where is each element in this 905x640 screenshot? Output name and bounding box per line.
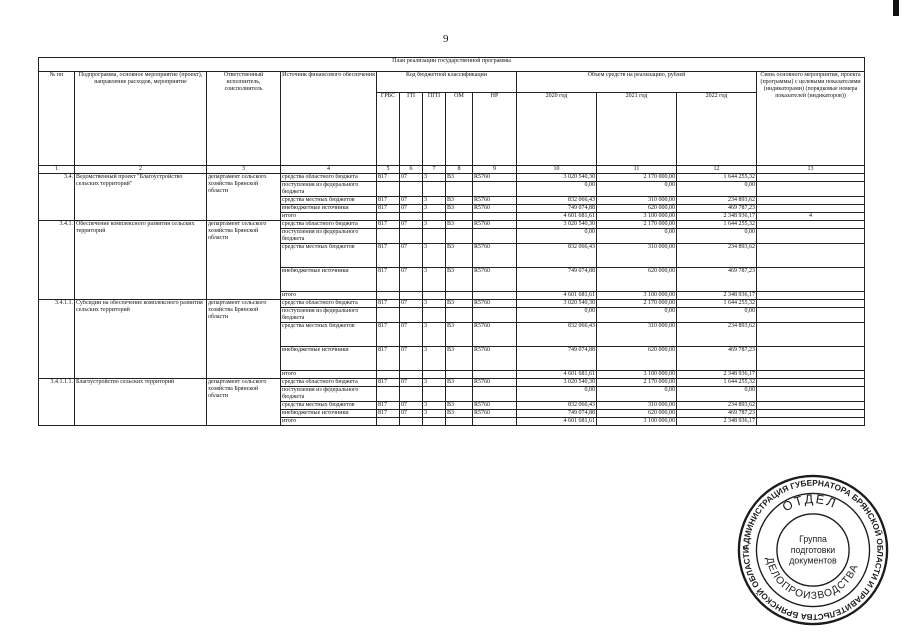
amount-2022: 469 787,23 (677, 410, 757, 418)
funding-source: внебюджетные источники (281, 347, 377, 371)
code-om (446, 292, 473, 300)
amount-2022: 1 644 255,32 (677, 174, 757, 182)
code-grbs (377, 182, 400, 197)
code-np: R5760 (473, 300, 517, 308)
code-gp: 07 (400, 410, 423, 418)
code-om: В3 (446, 323, 473, 347)
code-np (473, 229, 517, 244)
amount-2021: 3 100 000,00 (597, 213, 677, 221)
header-om: ОМ (446, 93, 473, 166)
code-np: R5760 (473, 410, 517, 418)
code-grbs: 817 (377, 197, 400, 205)
funding-source: внебюджетные источники (281, 410, 377, 418)
amount-2021: 2 170 000,00 (597, 379, 677, 387)
col-number: 9 (473, 166, 517, 174)
code-np: R5760 (473, 347, 517, 371)
amount-2020: 4 601 681,61 (517, 292, 597, 300)
amount-2021: 3 100 000,00 (597, 292, 677, 300)
code-np (473, 182, 517, 197)
code-gp (400, 387, 423, 402)
code-gp: 07 (400, 323, 423, 347)
amount-2021: 2 170 000,00 (597, 174, 677, 182)
amount-2020: 749 074,88 (517, 268, 597, 292)
code-grbs: 817 (377, 379, 400, 387)
indicator-link (757, 308, 865, 323)
amount-2020: 3 020 540,30 (517, 300, 597, 308)
amount-2021: 0,00 (597, 387, 677, 402)
stamp-bottom-word: ДЕЛОПРОИЗВОДСТВА (763, 556, 861, 602)
code-pgp (423, 229, 446, 244)
col-number: 6 (400, 166, 423, 174)
code-om (446, 308, 473, 323)
code-pgp: 3 (423, 379, 446, 387)
code-np: R5760 (473, 379, 517, 387)
amount-2020: 0,00 (517, 387, 597, 402)
executor: департамент сельского хозяйства Брянской области (207, 300, 281, 379)
header-sources: Источник финансового обеспечения (281, 72, 377, 166)
indicator-link (757, 292, 865, 300)
amount-2021: 3 100 000,00 (597, 371, 677, 379)
header-link: Связь основного мероприятия, проекта (программы) с целевыми показателями (индикаторами) (порядковые номера показателей (индикаторов)) (757, 72, 865, 166)
funding-source: итого (281, 213, 377, 221)
amount-2021: 2 170 000,00 (597, 300, 677, 308)
code-pgp: 3 (423, 410, 446, 418)
amount-2020: 749 074,88 (517, 347, 597, 371)
page-number: 9 (443, 33, 449, 45)
code-np: R5760 (473, 174, 517, 182)
amount-2022: 2 348 936,17 (677, 418, 757, 426)
funding-source: поступления из федерального бюджета (281, 182, 377, 197)
amount-2022: 0,00 (677, 387, 757, 402)
code-pgp: 3 (423, 323, 446, 347)
code-grbs: 817 (377, 323, 400, 347)
indicator-link (757, 182, 865, 197)
amount-2022: 0,00 (677, 308, 757, 323)
code-om (446, 229, 473, 244)
code-pgp (423, 308, 446, 323)
funding-source: средства местных бюджетов (281, 244, 377, 268)
amount-2021: 310 000,00 (597, 197, 677, 205)
header-executor: Ответственный исполнитель, соисполнитель (207, 72, 281, 166)
code-np: R5760 (473, 323, 517, 347)
amount-2021: 310 000,00 (597, 323, 677, 347)
amount-2020: 4 601 681,61 (517, 418, 597, 426)
amount-2020: 4 601 681,61 (517, 213, 597, 221)
indicator-link (757, 197, 865, 205)
code-np (473, 308, 517, 323)
plan-table (38, 57, 865, 426)
col-number: 10 (517, 166, 597, 174)
header-pgp: ПГП (423, 93, 446, 166)
funding-source: итого (281, 418, 377, 426)
executor: департамент сельского хозяйства Брянской области (207, 379, 281, 426)
amount-2020: 4 601 681,61 (517, 371, 597, 379)
col-number: 8 (446, 166, 473, 174)
code-om: В3 (446, 244, 473, 268)
row-number: 3.4.1. (39, 221, 75, 300)
funding-source: средства областного бюджета (281, 174, 377, 182)
amount-2021: 3 100 000,00 (597, 418, 677, 426)
indicator-link (757, 268, 865, 292)
code-pgp: 3 (423, 402, 446, 410)
header-grbs: ГРБС (377, 93, 400, 166)
code-pgp: 3 (423, 221, 446, 229)
code-gp: 07 (400, 174, 423, 182)
amount-2022: 1 644 255,32 (677, 379, 757, 387)
col-number: 1 (39, 166, 75, 174)
code-pgp: 3 (423, 268, 446, 292)
amount-2022: 1 644 255,32 (677, 221, 757, 229)
indicator-link (757, 402, 865, 410)
amount-2020: 0,00 (517, 182, 597, 197)
code-gp: 07 (400, 347, 423, 371)
col-number: 11 (597, 166, 677, 174)
indicator-link (757, 229, 865, 244)
code-grbs (377, 292, 400, 300)
code-om (446, 418, 473, 426)
code-om: В3 (446, 174, 473, 182)
code-gp: 07 (400, 268, 423, 292)
code-pgp (423, 371, 446, 379)
indicator-link (757, 387, 865, 402)
funding-source: средства областного бюджета (281, 221, 377, 229)
code-pgp: 3 (423, 205, 446, 213)
funding-source: поступления из федерального бюджета (281, 387, 377, 402)
amount-2022: 2 348 936,17 (677, 371, 757, 379)
amount-2020: 832 066,43 (517, 244, 597, 268)
stamp-top-word: ОТДЕЛ (780, 491, 840, 515)
col-number: 12 (677, 166, 757, 174)
col-number: 7 (423, 166, 446, 174)
amount-2020: 3 020 540,30 (517, 379, 597, 387)
code-om: В3 (446, 268, 473, 292)
code-gp (400, 182, 423, 197)
code-gp: 07 (400, 221, 423, 229)
code-pgp (423, 418, 446, 426)
amount-2022: 0,00 (677, 229, 757, 244)
header-2022: 2022 год (677, 93, 757, 166)
code-grbs (377, 387, 400, 402)
col-number: 4 (281, 166, 377, 174)
row-number: 3.4.1.1.1. (39, 379, 75, 426)
amount-2021: 620 000,00 (597, 205, 677, 213)
table-title: План реализации государственной программы (39, 58, 865, 72)
activity-name: Благоустройство сельских территорий (75, 379, 207, 426)
code-grbs: 817 (377, 300, 400, 308)
amount-2022: 2 348 936,17 (677, 292, 757, 300)
funding-source: средства областного бюджета (281, 379, 377, 387)
indicator-link (757, 205, 865, 213)
code-om (446, 213, 473, 221)
indicator-link (757, 379, 865, 387)
code-grbs: 817 (377, 410, 400, 418)
code-pgp: 3 (423, 197, 446, 205)
amount-2020: 749 074,88 (517, 410, 597, 418)
amount-2021: 2 170 000,00 (597, 221, 677, 229)
code-np (473, 387, 517, 402)
header-subprogram: Подпрограмма, основное мероприятие (проект), направление расходов, мероприятие (75, 72, 207, 166)
funding-source: средства местных бюджетов (281, 323, 377, 347)
col-number: 3 (207, 166, 281, 174)
code-pgp: 3 (423, 300, 446, 308)
code-om: В3 (446, 197, 473, 205)
activity-name: Обеспечение комплексного развития сельских территорий (75, 221, 207, 300)
executor: департамент сельского хозяйства Брянской области (207, 221, 281, 300)
funding-source: итого (281, 292, 377, 300)
funding-source: внебюджетные источники (281, 205, 377, 213)
amount-2022: 234 893,62 (677, 244, 757, 268)
code-om (446, 182, 473, 197)
funding-source: поступления из федерального бюджета (281, 308, 377, 323)
amount-2022: 2 348 936,17 (677, 213, 757, 221)
indicator-link (757, 418, 865, 426)
code-om: В3 (446, 300, 473, 308)
table-row (39, 300, 865, 308)
amount-2022: 469 787,23 (677, 205, 757, 213)
amount-2021: 620 000,00 (597, 268, 677, 292)
indicator-link (757, 323, 865, 347)
amount-2021: 620 000,00 (597, 347, 677, 371)
amount-2021: 0,00 (597, 229, 677, 244)
amount-2021: 0,00 (597, 308, 677, 323)
code-gp (400, 371, 423, 379)
stamp-ring-text: АДМИНИСТРАЦИЯ ГУБЕРНАТОРА БРЯНСКОЙ ОБЛАСТИ И ПРАВИТЕЛЬСТВА БРЯНСКОЙ ОБЛАСТИ (741, 478, 885, 622)
code-np: R5760 (473, 268, 517, 292)
code-np (473, 213, 517, 221)
header-volume: Объем средств на реализацию, рублей (517, 72, 757, 93)
header-budget-code: Код бюджетной классификации (377, 72, 517, 93)
indicator-link: 4 (757, 213, 865, 221)
code-pgp: 3 (423, 347, 446, 371)
code-np (473, 418, 517, 426)
corner-mark (893, 0, 899, 16)
stamp-line-1: Группа (799, 534, 827, 545)
code-grbs (377, 371, 400, 379)
code-grbs (377, 418, 400, 426)
stamp-line-2: подготовки (790, 544, 836, 555)
stamp-line-3: документов (789, 555, 837, 566)
code-gp: 07 (400, 402, 423, 410)
amount-2022: 234 893,62 (677, 402, 757, 410)
code-grbs: 817 (377, 402, 400, 410)
code-np: R5760 (473, 221, 517, 229)
code-gp: 07 (400, 205, 423, 213)
funding-source: средства местных бюджетов (281, 197, 377, 205)
funding-source: средства областного бюджета (281, 300, 377, 308)
col-number: 2 (75, 166, 207, 174)
code-om: В3 (446, 410, 473, 418)
row-number: 3.4.1.1. (39, 300, 75, 379)
code-om: В3 (446, 205, 473, 213)
code-pgp: 3 (423, 174, 446, 182)
table-row (39, 379, 865, 387)
amount-2020: 0,00 (517, 229, 597, 244)
code-gp (400, 213, 423, 221)
funding-source: поступления из федерального бюджета (281, 229, 377, 244)
header-num: № пп (39, 72, 75, 166)
code-np (473, 371, 517, 379)
indicator-link (757, 174, 865, 182)
code-pgp (423, 182, 446, 197)
code-grbs: 817 (377, 347, 400, 371)
code-gp (400, 308, 423, 323)
indicator-link (757, 371, 865, 379)
office-stamp (735, 472, 891, 628)
code-gp: 07 (400, 379, 423, 387)
amount-2022: 1 644 255,32 (677, 300, 757, 308)
code-om (446, 387, 473, 402)
activity-name: Субсидии на обеспечение комплексного развития сельских территорий (75, 300, 207, 379)
funding-source: внебюджетные источники (281, 268, 377, 292)
code-om: В3 (446, 402, 473, 410)
amount-2021: 310 000,00 (597, 402, 677, 410)
amount-2022: 469 787,23 (677, 268, 757, 292)
amount-2020: 3 020 540,30 (517, 221, 597, 229)
code-om: В3 (446, 221, 473, 229)
amount-2022: 234 893,62 (677, 323, 757, 347)
amount-2020: 0,00 (517, 308, 597, 323)
indicator-link (757, 221, 865, 229)
code-gp (400, 229, 423, 244)
col-number: 5 (377, 166, 400, 174)
amount-2022: 469 787,23 (677, 347, 757, 371)
amount-2020: 3 020 540,30 (517, 174, 597, 182)
code-grbs: 817 (377, 268, 400, 292)
code-grbs: 817 (377, 174, 400, 182)
code-pgp (423, 387, 446, 402)
code-om: В3 (446, 347, 473, 371)
header-gp: ГП (400, 93, 423, 166)
indicator-link (757, 300, 865, 308)
code-gp: 07 (400, 244, 423, 268)
code-pgp (423, 292, 446, 300)
amount-2021: 620 000,00 (597, 410, 677, 418)
code-np (473, 292, 517, 300)
code-gp: 07 (400, 300, 423, 308)
amount-2020: 749 074,88 (517, 205, 597, 213)
activity-name: Ведомственный проект "Благоустройство сельских территорий" (75, 174, 207, 221)
indicator-link (757, 244, 865, 268)
funding-source: средства местных бюджетов (281, 402, 377, 410)
row-number: 3.4. (39, 174, 75, 221)
code-np: R5760 (473, 402, 517, 410)
indicator-link (757, 347, 865, 371)
code-pgp: 3 (423, 244, 446, 268)
code-grbs: 817 (377, 221, 400, 229)
amount-2021: 0,00 (597, 182, 677, 197)
funding-source: итого (281, 371, 377, 379)
code-grbs: 817 (377, 205, 400, 213)
amount-2020: 832 066,43 (517, 323, 597, 347)
header-np: НР (473, 93, 517, 166)
table-row (39, 221, 865, 229)
header-2020: 2020 год (517, 93, 597, 166)
code-grbs (377, 308, 400, 323)
header-2021: 2021 год (597, 93, 677, 166)
table-row (39, 174, 865, 182)
code-grbs (377, 229, 400, 244)
code-gp (400, 292, 423, 300)
code-grbs (377, 213, 400, 221)
code-pgp (423, 213, 446, 221)
indicator-link (757, 410, 865, 418)
col-number: 13 (757, 166, 865, 174)
amount-2020: 832 066,43 (517, 197, 597, 205)
code-np: R5760 (473, 244, 517, 268)
amount-2020: 832 066,43 (517, 402, 597, 410)
amount-2022: 0,00 (677, 182, 757, 197)
code-gp: 07 (400, 197, 423, 205)
code-np: R5760 (473, 197, 517, 205)
amount-2022: 234 893,62 (677, 197, 757, 205)
executor: департамент сельского хозяйства Брянской области (207, 174, 281, 221)
code-om: В3 (446, 379, 473, 387)
code-gp (400, 418, 423, 426)
code-om (446, 371, 473, 379)
code-grbs: 817 (377, 244, 400, 268)
code-np: R5760 (473, 205, 517, 213)
amount-2021: 310 000,00 (597, 244, 677, 268)
